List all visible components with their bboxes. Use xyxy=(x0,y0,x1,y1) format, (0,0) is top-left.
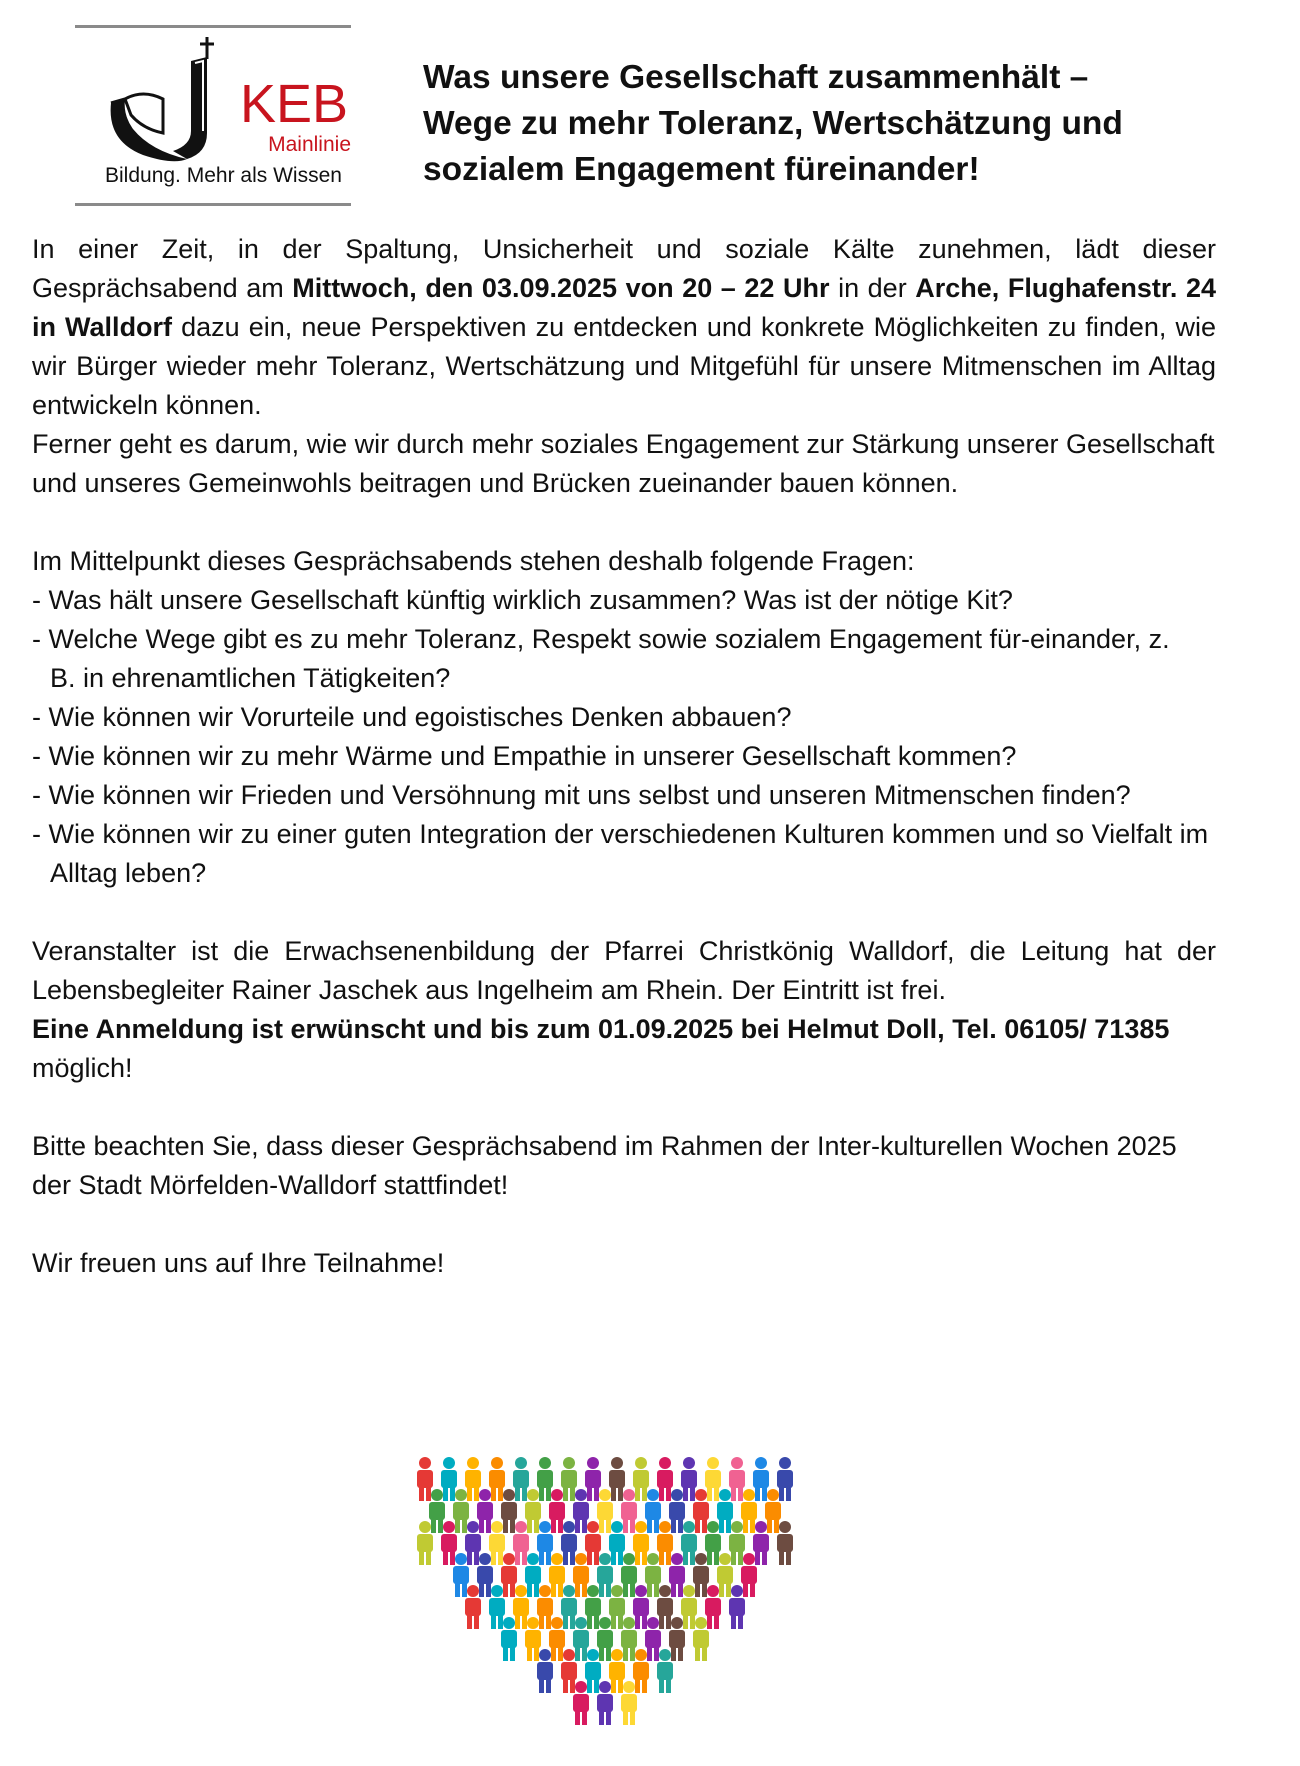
person-figure-icon xyxy=(537,1457,553,1501)
person-figure-icon xyxy=(477,1553,493,1597)
person-figure-icon xyxy=(753,1457,769,1501)
logo-bottom-rule xyxy=(75,203,351,206)
person-figure-icon xyxy=(537,1649,553,1693)
question-item: - Wie können wir Vorurteile und egoistisches Denken abbauen? xyxy=(32,702,792,732)
logo-slogan: Bildung. Mehr als Wissen xyxy=(105,164,342,187)
person-figure-icon xyxy=(585,1457,601,1501)
keb-emblem-icon xyxy=(103,33,233,168)
person-figure-icon xyxy=(681,1585,697,1629)
person-figure-icon xyxy=(513,1457,529,1501)
person-figure-icon xyxy=(501,1553,517,1597)
body-text xyxy=(32,230,1216,1283)
person-figure-icon xyxy=(573,1681,589,1725)
person-figure-icon xyxy=(525,1617,541,1661)
person-figure-icon xyxy=(465,1585,481,1629)
person-figure-icon xyxy=(561,1585,577,1629)
person-figure-icon xyxy=(501,1617,517,1661)
person-figure-icon xyxy=(657,1585,673,1629)
person-figure-icon xyxy=(765,1489,781,1533)
person-figure-icon xyxy=(633,1585,649,1629)
person-figure-icon xyxy=(525,1489,541,1533)
person-figure-icon xyxy=(693,1617,709,1661)
person-figure-icon xyxy=(573,1553,589,1597)
people-heart-illustration xyxy=(405,1445,805,1745)
person-figure-icon xyxy=(657,1649,673,1693)
person-figure-icon xyxy=(753,1521,769,1565)
person-figure-icon xyxy=(741,1553,757,1597)
person-figure-icon xyxy=(645,1489,661,1533)
intro-paragraph xyxy=(32,230,1216,425)
person-figure-icon xyxy=(453,1489,469,1533)
person-figure-icon xyxy=(465,1521,481,1565)
registration-paragraph xyxy=(32,1010,1216,1088)
question-item: - Welche Wege gibt es zu mehr Toleranz, Respekt sowie sozialem Engagement für-einander, z. B. in ehrenamtlichen Tätigkeiten? xyxy=(32,624,1170,693)
person-figure-icon xyxy=(693,1553,709,1597)
person-figure-icon xyxy=(609,1457,625,1501)
question-item: - Wie können wir zu mehr Wärme und Empathie in unserer Gesellschaft kommen? xyxy=(32,741,1017,771)
person-figure-icon xyxy=(597,1617,613,1661)
person-figure-icon xyxy=(741,1489,757,1533)
person-figure-icon xyxy=(597,1681,613,1725)
person-figure-icon xyxy=(489,1585,505,1629)
logo-region: Mainlinie xyxy=(268,133,351,156)
question-item: - Wie können wir Frieden und Versöhnung mit uns selbst und unseren Mitmenschen finden? xyxy=(32,780,1131,810)
person-figure-icon xyxy=(705,1521,721,1565)
person-figure-icon xyxy=(549,1617,565,1661)
person-figure-icon xyxy=(585,1521,601,1565)
person-figure-icon xyxy=(717,1489,733,1533)
intro-text-1: In einer Zeit, in der Spaltung, Unsicherheit und soziale Kälte zunehmen, lädt dieser Gesprächsabend am xyxy=(32,234,1216,303)
person-figure-icon xyxy=(657,1521,673,1565)
person-figure-icon xyxy=(597,1489,613,1533)
logo-top-rule xyxy=(75,25,351,28)
registration-tail: möglich! xyxy=(32,1053,133,1083)
person-figure-icon xyxy=(489,1521,505,1565)
person-figure-icon xyxy=(429,1489,445,1533)
person-figure-icon xyxy=(777,1521,793,1565)
person-figure-icon xyxy=(537,1521,553,1565)
person-figure-icon xyxy=(549,1553,565,1597)
person-figure-icon xyxy=(621,1489,637,1533)
person-figure-icon xyxy=(441,1521,457,1565)
person-figure-icon xyxy=(609,1649,625,1693)
person-figure-icon xyxy=(417,1521,433,1565)
person-figure-icon xyxy=(561,1521,577,1565)
organizer-paragraph: Veranstalter ist die Erwachsenenbildung der Pfarrei Christkönig Walldorf, die Leitung hat der Lebensbegleiter Rainer Jaschek aus Ingelheim am Rhein. Der Eintritt ist frei. xyxy=(32,936,1216,1005)
closing-line: Wir freuen uns auf Ihre Teilnahme! xyxy=(32,1248,445,1278)
registration-info: Eine Anmeldung ist erwünscht und bis zum 01.09.2025 bei Helmut Doll, Tel. 06105/ 71385 xyxy=(32,1014,1170,1044)
person-figure-icon xyxy=(597,1553,613,1597)
intro-text-3: dazu ein, neue Perspektiven zu entdecken und konkrete Möglichkeiten zu finden, wie wir Bürger wieder mehr Toleranz, Wertschätzung und Mitgefühl für unsere Mitmenschen im Alltag entwickeln können. xyxy=(32,312,1216,420)
person-figure-icon xyxy=(561,1649,577,1693)
person-figure-icon xyxy=(609,1521,625,1565)
person-figure-icon xyxy=(633,1521,649,1565)
person-figure-icon xyxy=(573,1489,589,1533)
person-figure-icon xyxy=(693,1489,709,1533)
person-figure-icon xyxy=(585,1649,601,1693)
person-figure-icon xyxy=(633,1457,649,1501)
person-figure-icon xyxy=(705,1585,721,1629)
person-figure-icon xyxy=(729,1521,745,1565)
person-figure-icon xyxy=(705,1457,721,1501)
intro-paragraph-2: Ferner geht es darum, wie wir durch mehr soziales Engagement zur Stärkung unserer Gesellschaft und unseres Gemeinwohls beitragen und Brücken zueinander bauen können. xyxy=(32,429,1215,498)
person-figure-icon xyxy=(489,1457,505,1501)
person-figure-icon xyxy=(681,1521,697,1565)
person-figure-icon xyxy=(621,1553,637,1597)
event-location: Arche, Flughafenstr. 24 in Walldorf xyxy=(32,273,1216,342)
intro-text-2: in der xyxy=(829,273,916,303)
person-figure-icon xyxy=(453,1553,469,1597)
person-figure-icon xyxy=(669,1553,685,1597)
person-figure-icon xyxy=(717,1553,733,1597)
person-figure-icon xyxy=(681,1457,697,1501)
person-figure-icon xyxy=(729,1585,745,1629)
person-figure-icon xyxy=(573,1617,589,1661)
person-figure-icon xyxy=(513,1585,529,1629)
person-figure-icon xyxy=(645,1553,661,1597)
keb-logo xyxy=(75,25,351,206)
person-figure-icon xyxy=(477,1489,493,1533)
question-item: - Was hält unsere Gesellschaft künftig wirklich zusammen? Was ist der nötige Kit? xyxy=(32,585,1013,615)
note-paragraph: Bitte beachten Sie, dass dieser Gesprächsabend im Rahmen der Inter-kulturellen Wochen 2025 der Stadt Mörfelden-Walldorf stattfindet! xyxy=(32,1131,1177,1200)
person-figure-icon xyxy=(669,1617,685,1661)
person-figure-icon xyxy=(645,1617,661,1661)
person-figure-icon xyxy=(621,1617,637,1661)
person-figure-icon xyxy=(525,1553,541,1597)
question-item: - Wie können wir zu einer guten Integration der verschiedenen Kulturen kommen und so Vielfalt im Alltag leben? xyxy=(32,819,1209,888)
person-figure-icon xyxy=(669,1489,685,1533)
person-figure-icon xyxy=(513,1521,529,1565)
person-figure-icon xyxy=(729,1457,745,1501)
person-figure-icon xyxy=(465,1457,481,1501)
person-figure-icon xyxy=(537,1585,553,1629)
person-figure-icon xyxy=(609,1585,625,1629)
title-line-2: Wege zu mehr Toleranz, Wertschätzung und xyxy=(423,105,1123,142)
event-datetime: Mittwoch, den 03.09.2025 von 20 – 22 Uhr xyxy=(292,273,830,303)
logo-name: KEB xyxy=(240,74,349,134)
person-figure-icon xyxy=(585,1585,601,1629)
questions-lead: Im Mittelpunkt dieses Gesprächsabends stehen deshalb folgende Fragen: xyxy=(32,546,915,576)
person-figure-icon xyxy=(621,1681,637,1725)
title-line-3: sozialem Engagement füreinander! xyxy=(423,151,980,188)
person-figure-icon xyxy=(633,1649,649,1693)
person-figure-icon xyxy=(549,1489,565,1533)
person-figure-icon xyxy=(501,1489,517,1533)
person-figure-icon xyxy=(561,1457,577,1501)
person-figure-icon xyxy=(657,1457,673,1501)
person-figure-icon xyxy=(777,1457,793,1501)
person-figure-icon xyxy=(417,1457,433,1501)
page-title xyxy=(423,55,1283,193)
title-line-1: Was unsere Gesellschaft zusammenhält – xyxy=(423,59,1089,96)
person-figure-icon xyxy=(441,1457,457,1501)
